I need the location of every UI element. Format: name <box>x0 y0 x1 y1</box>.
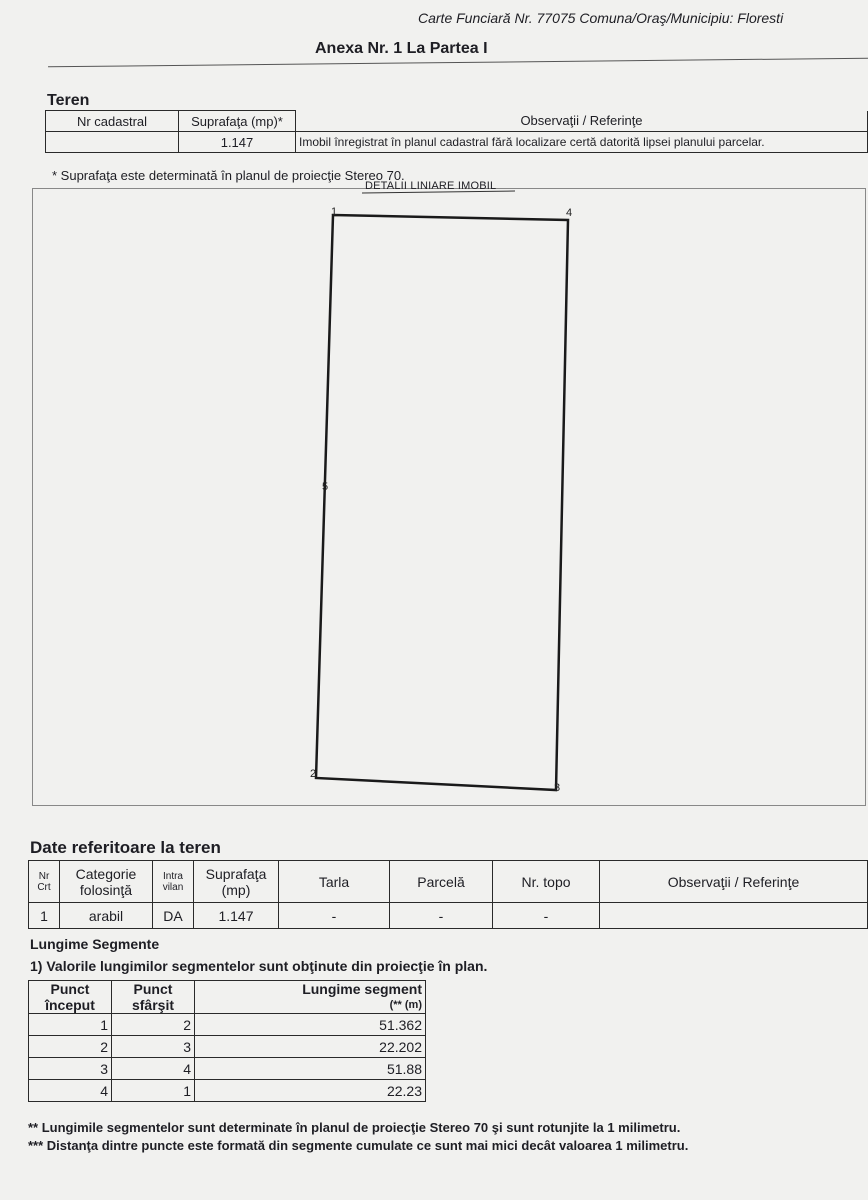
seg-length: 22.202 <box>195 1036 426 1058</box>
seg-start: 2 <box>29 1036 112 1058</box>
carte-funciara-reference: Carte Funciară Nr. 77075 Comuna/Oraş/Municipiu: Floresti <box>418 10 784 26</box>
col-suprafata-mp: Suprafaţa (mp) <box>194 861 279 903</box>
col-observatii-referinte: Observaţii / Referinţe <box>600 861 868 903</box>
cell-parcela: - <box>390 903 493 929</box>
col-nr-topo: Nr. topo <box>493 861 600 903</box>
table-row <box>29 1036 426 1058</box>
date-teren-heading: Date referitoare la teren <box>30 838 221 857</box>
cell-tarla: - <box>279 903 390 929</box>
col-suprafata: Suprafaţa (mp)* <box>179 111 296 132</box>
seg-end: 4 <box>112 1058 195 1080</box>
date-teren-table <box>28 860 868 929</box>
lungime-unit-label: (** (m) <box>389 999 422 1011</box>
col-categorie: Categorie folosinţă <box>60 861 153 903</box>
col-parcela: Parcelă <box>390 861 493 903</box>
point-label-5: 5 <box>322 481 329 493</box>
seg-start: 4 <box>29 1080 112 1102</box>
seg-end: 2 <box>112 1014 195 1036</box>
segments-table <box>28 980 426 1102</box>
surface-footnote: * Suprafaţa este determinată în planul de proiecţie Stereo 70. <box>52 168 405 183</box>
plan-caption: DETALII LINIARE IMOBIL <box>365 180 497 192</box>
table-row <box>29 1058 426 1080</box>
col-punct-sfarsit: Punct sfârşit <box>112 981 195 1014</box>
segments-note: 1) Valorile lungimilor segmentelor sunt obţinute din proiecţie în plan. <box>30 958 488 974</box>
seg-length: 51.88 <box>195 1058 426 1080</box>
segments-footnote-distance: *** Distanţa dintre puncte este formată din segmente cumulate ce sunt mai mici decât valoarea 1 milimetru. <box>28 1138 689 1153</box>
cell-nr-topo: - <box>493 903 600 929</box>
col-nr-cadastral: Nr cadastral <box>46 111 179 132</box>
table-row <box>29 1080 426 1102</box>
seg-end: 3 <box>112 1036 195 1058</box>
col-intravilan: Intra vilan <box>153 861 194 903</box>
table-row <box>29 903 868 929</box>
col-lungime-segment <box>195 981 426 1014</box>
col-observatii: Observaţii / Referinţe <box>296 111 868 132</box>
seg-length: 22.23 <box>195 1080 426 1102</box>
point-label-4: 4 <box>566 207 573 219</box>
seg-start: 3 <box>29 1058 112 1080</box>
lungime-segment-label: Lungime segment <box>302 981 422 997</box>
col-nr-crt: Nr Crt <box>29 861 60 903</box>
seg-start: 1 <box>29 1014 112 1036</box>
cell-categorie: arabil <box>60 903 153 929</box>
annex-title: Anexa Nr. 1 La Partea I <box>315 40 488 57</box>
caption-underline <box>362 191 515 193</box>
date-teren-header <box>29 861 868 903</box>
col-tarla: Tarla <box>279 861 390 903</box>
teren-heading: Teren <box>47 92 90 109</box>
parcel-outline <box>316 215 568 790</box>
table-row <box>29 1014 426 1036</box>
seg-end: 1 <box>112 1080 195 1102</box>
cell-observatii: Imobil înregistrat în planul cadastral fără localizare certă datorită lipsei planului parcelar. <box>296 132 868 153</box>
segments-footnote-rounding: ** Lungimile segmentelor sunt determinate în planul de proiecţie Stereo 70 şi sunt rotunjite la 1 milimetru. <box>28 1120 681 1135</box>
point-label-1: 1 <box>331 206 338 218</box>
point-label-2: 2 <box>310 768 317 780</box>
cell-nr-crt: 1 <box>29 903 60 929</box>
segments-header <box>29 981 426 1014</box>
cell-intravilan: DA <box>153 903 194 929</box>
col-punct-inceput: Punct început <box>29 981 112 1014</box>
cell-suprafata-mp: 1.147 <box>194 903 279 929</box>
cell-observatii-referinte <box>600 903 868 929</box>
segments-heading: Lungime Segmente <box>30 936 160 952</box>
seg-length: 51.362 <box>195 1014 426 1036</box>
point-label-3: 3 <box>554 782 561 794</box>
cell-suprafata: 1.147 <box>179 132 296 153</box>
